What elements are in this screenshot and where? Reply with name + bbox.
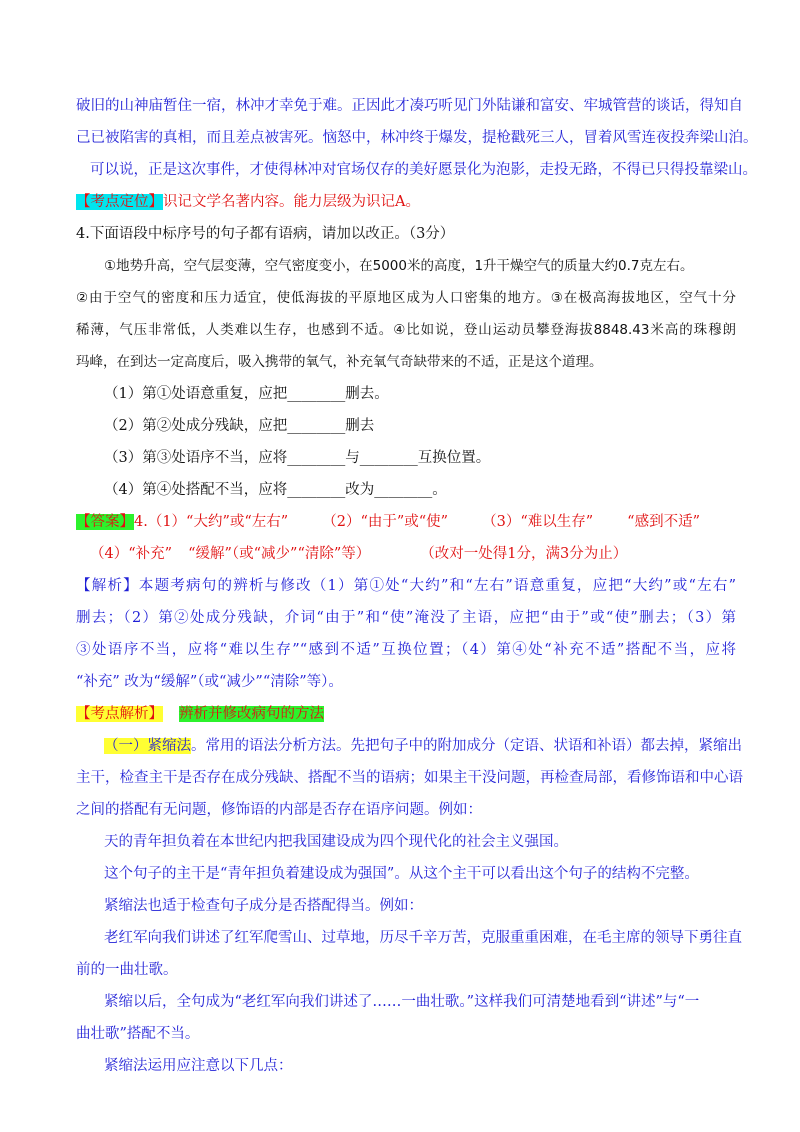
example-line: 紧缩以后，全句成为“老红军向我们讲述了……一曲壮歌。”这样我们可清楚地看到“讲述”与“一	[104, 994, 700, 1010]
method-line: 之间的搭配有无问题，修饰语的内部是否存在语序问题。例如：	[76, 802, 482, 818]
method-text: 。常用的语法分析方法。先把句子中的附加成分（定语、状语和补语）都去掉，紧缩出	[191, 738, 742, 754]
example-line: 天的青年担负着在本世纪内把我国建设成为四个现代化的社会主义强国。	[104, 834, 568, 850]
passage-line: ②由于空气的密度和压力适宜，使低海拔的平原地区成为人口密集的地方。③在极高海拔地区，空气十分	[76, 290, 736, 306]
example-line: 曲壮歌”搭配不当。	[76, 1026, 200, 1042]
answer-line-1	[76, 512, 736, 532]
example-line: 紧缩法运用应注意以下几点：	[104, 1058, 293, 1074]
method-line: 主干，检查主干是否存在成分残缺、搭配不当的语病；如果主干没问题，再检查局部，看修饰语和中心语	[76, 770, 743, 786]
passage-line: 玛峰，在到达一定高度后，吸入携带的氧气，补充氧气奇缺带来的不适，正是这个道理。	[76, 354, 603, 370]
answer-note: （改对一处得1分，满3分为止）	[420, 546, 628, 562]
sub-question-2: （2）第②处成分残缺，应把________删去	[104, 418, 375, 434]
example-line: 前的一曲壮歌。	[76, 962, 178, 978]
sub-question-3: （3）第③处语序不当，应将________与________互换位置。	[104, 450, 491, 466]
question-4-stem: 4.下面语段中标序号的句子都有语病，请加以改正。（3分）	[76, 226, 455, 242]
passage-line: ①地势升高，空气层变薄，空气密度变小，在5000米的高度，1升干燥空气的质量大约0.7克左右。	[104, 258, 694, 274]
method-heading: （一）紧缩法	[104, 738, 191, 754]
analysis-line: 删去；（2）第②处成分残缺，介词“由于”和“使”淹没了主语，应把“由于”或“使”删去；（3）第	[76, 610, 736, 626]
method-line	[104, 736, 764, 756]
example-line: 老红军向我们讲述了红军爬雪山、过草地，历尽千辛万苦，克服重重困难，在毛主席的领导下勇往直	[104, 930, 742, 946]
analysis-line: “补充” 改为“缓解”（或“减少”“清除”等）。	[76, 674, 343, 690]
example-line: 这个句子的主干是“青年担负着建设成为强国”。从这个主干可以看出这个句子的结构不完整。	[104, 866, 699, 882]
kaodian-jiexi	[76, 704, 736, 724]
passage-line: 稀薄，气压非常低，人类难以生存，也感到不适。④比如说，登山运动员攀登海拔8848.43米高的珠穆朗	[76, 322, 736, 338]
kaodian-dingwei-text: 识记文学名著内容。能力层级为识记A。	[163, 194, 420, 210]
answer-line-2	[90, 544, 750, 564]
paragraph-line: 破旧的山神庙暂住一宿，林冲才幸免于难。正因此才凑巧听见门外陆谦和富安、牢城管营的谈话，得知自	[76, 98, 743, 114]
sub-question-4: （4）第④处搭配不当，应将________改为________。	[104, 482, 447, 498]
kaodian-jiexi-label: 【考点解析】	[76, 706, 163, 722]
analysis-text: 本题考病句的辨析与修改（1）第①处“大约”和“左右”语意重复，应把“大约”或“左右”	[138, 578, 736, 594]
answer-item: “感到不适”	[627, 514, 700, 530]
paragraph-line: 可以说，正是这次事件，才使得林冲对官场仅存的美好愿景化为泡影，走投无路，不得已只得投靠梁山。	[90, 162, 757, 178]
sub-question-1: （1）第①处语意重复，应把________删去。	[104, 386, 389, 402]
answer-item: （4）“补充”	[90, 546, 173, 562]
example-line: 紧缩法也适于检查句子成分是否搭配得当。例如：	[104, 898, 423, 914]
answer-item: （2）“由于”或“使”	[322, 514, 449, 530]
analysis-line: ③处语序不当，应将“难以生存”“感到不适”互换位置；（4）第④处“补充不适”搭配不当，应将	[76, 642, 736, 658]
answer-item: 4.（1）“大约”或“左右”	[134, 514, 289, 530]
kaodian-jiexi-title: 辨析并修改病句的方法	[179, 706, 324, 722]
answer-label: 【答案】	[76, 514, 134, 530]
analysis-line	[76, 576, 736, 596]
kaodian-dingwei	[76, 192, 736, 212]
analysis-label: 【解析】	[76, 578, 139, 594]
kaodian-dingwei-label: 【考点定位】	[76, 194, 163, 210]
answer-item: （3）“难以生存”	[482, 514, 594, 530]
answer-item: “缓解”（或“减少”“清除”等）	[188, 546, 371, 562]
paragraph-line: 己已被陷害的真相，而且差点被害死。恼怒中，林冲终于爆发，提枪戳死三人，冒着风雪连夜投奔梁山泊。	[76, 130, 758, 146]
